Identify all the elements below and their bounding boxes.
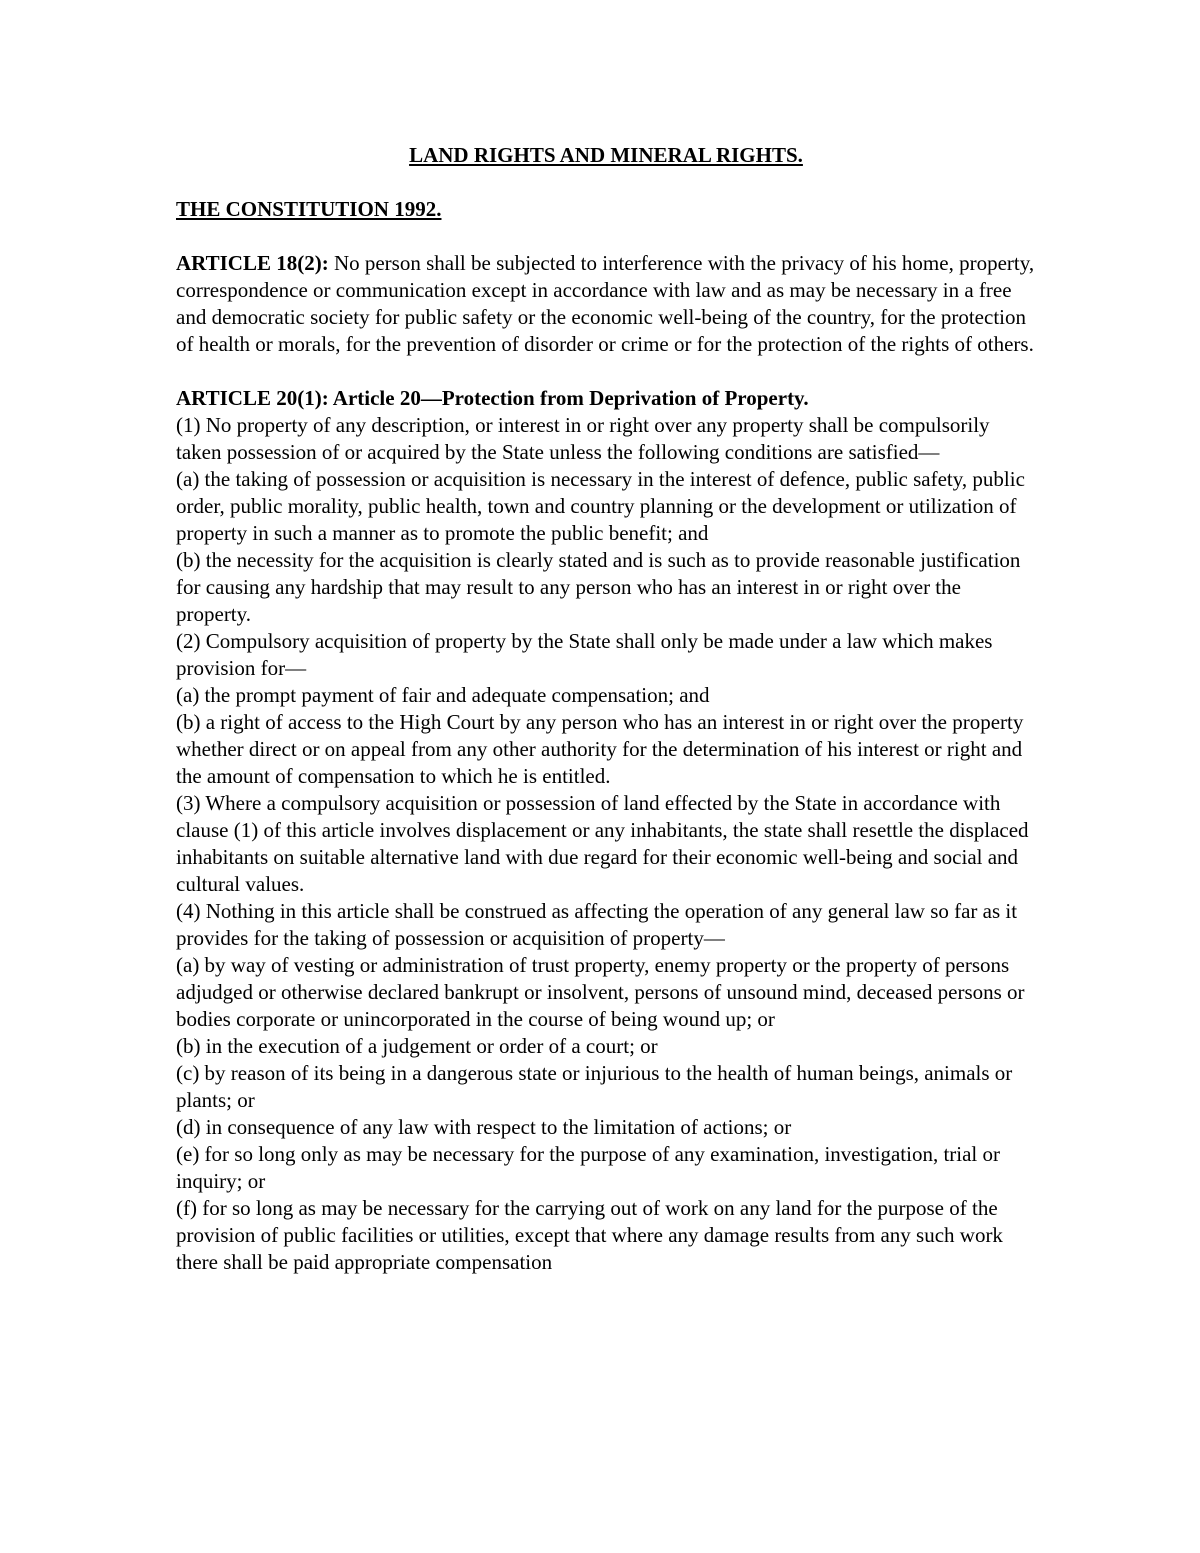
clause-4a: (a) by way of vesting or administration of trust property, enemy property or the property of persons adjudged or otherwise declared bankrupt or insolvent, persons of unsound mind, deceased persons or bodies corporate or unincorporated in the course of being wound up; or: [176, 953, 1025, 1031]
clause-4: (4) Nothing in this article shall be construed as affecting the operation of any general law so far as it provides for the taking of possession or acquisition of property—: [176, 899, 1018, 950]
article-20-label: ARTICLE 20(1):: [176, 386, 329, 410]
article-20-clauses: [176, 412, 1036, 1276]
article-18-text: No person shall be subjected to interference with the privacy of his home, property, correspondence or communication except in accordance with law and as may be necessary in a free and democratic society for public safety or the economic well-being of the country, for the protection of health or morals, for the prevention of disorder or crime or for the protection of the rights of others.: [176, 251, 1035, 356]
clause-3: (3) Where a compulsory acquisition or possession of land effected by the State in accordance with clause (1) of this article involves displacement or any inhabitants, the state shall resettle the displaced inhabitants on suitable alternative land with due regard for their economic well-being and social and cultural values.: [176, 791, 1029, 896]
clause-4b: (b) in the execution of a judgement or order of a court; or: [176, 1034, 658, 1058]
clause-1a: (a) the taking of possession or acquisition is necessary in the interest of defence, public safety, public order, public morality, public health, town and country planning or the development or utilization of property in such a manner as to promote the public benefit; and: [176, 467, 1025, 545]
article-20-title: Article 20—Protection from Deprivation of Property.: [328, 386, 809, 410]
clause-1b: (b) the necessity for the acquisition is clearly stated and is such as to provide reasonable justification for causing any hardship that may result to any person who has an interest in or right over the property.: [176, 548, 1021, 626]
clause-4d: (d) in consequence of any law with respect to the limitation of actions; or: [176, 1115, 792, 1139]
article-20-heading: [176, 385, 1036, 412]
clause-1: (1) No property of any description, or interest in or right over any property shall be compulsorily taken possession of or acquired by the State unless the following conditions are satisfied—: [176, 413, 990, 464]
document-subtitle: THE CONSTITUTION 1992.: [176, 197, 442, 221]
clause-4f: (f) for so long as may be necessary for the carrying out of work on any land for the purpose of the provision of public facilities or utilities, except that where any damage results from any such work there shall be paid appropriate compensation: [176, 1196, 1003, 1274]
document-body: [176, 142, 1036, 1276]
clause-4e: (e) for so long only as may be necessary for the purpose of any examination, investigation, trial or inquiry; or: [176, 1142, 1001, 1193]
clause-4c: (c) by reason of its being in a dangerous state or injurious to the health of human beings, animals or plants; or: [176, 1061, 1013, 1112]
article-18-paragraph: [176, 250, 1036, 358]
clause-2: (2) Compulsory acquisition of property by the State shall only be made under a law which makes provision for—: [176, 629, 993, 680]
document-title: LAND RIGHTS AND MINERAL RIGHTS.: [409, 143, 803, 167]
clause-2b: (b) a right of access to the High Court by any person who has an interest in or right over the property whether direct or on appeal from any other authority for the determination of his interest or right and the amount of compensation to which he is entitled.: [176, 710, 1024, 788]
article-18-label: ARTICLE 18(2):: [176, 251, 329, 275]
clause-2a: (a) the prompt payment of fair and adequate compensation; and: [176, 683, 710, 707]
